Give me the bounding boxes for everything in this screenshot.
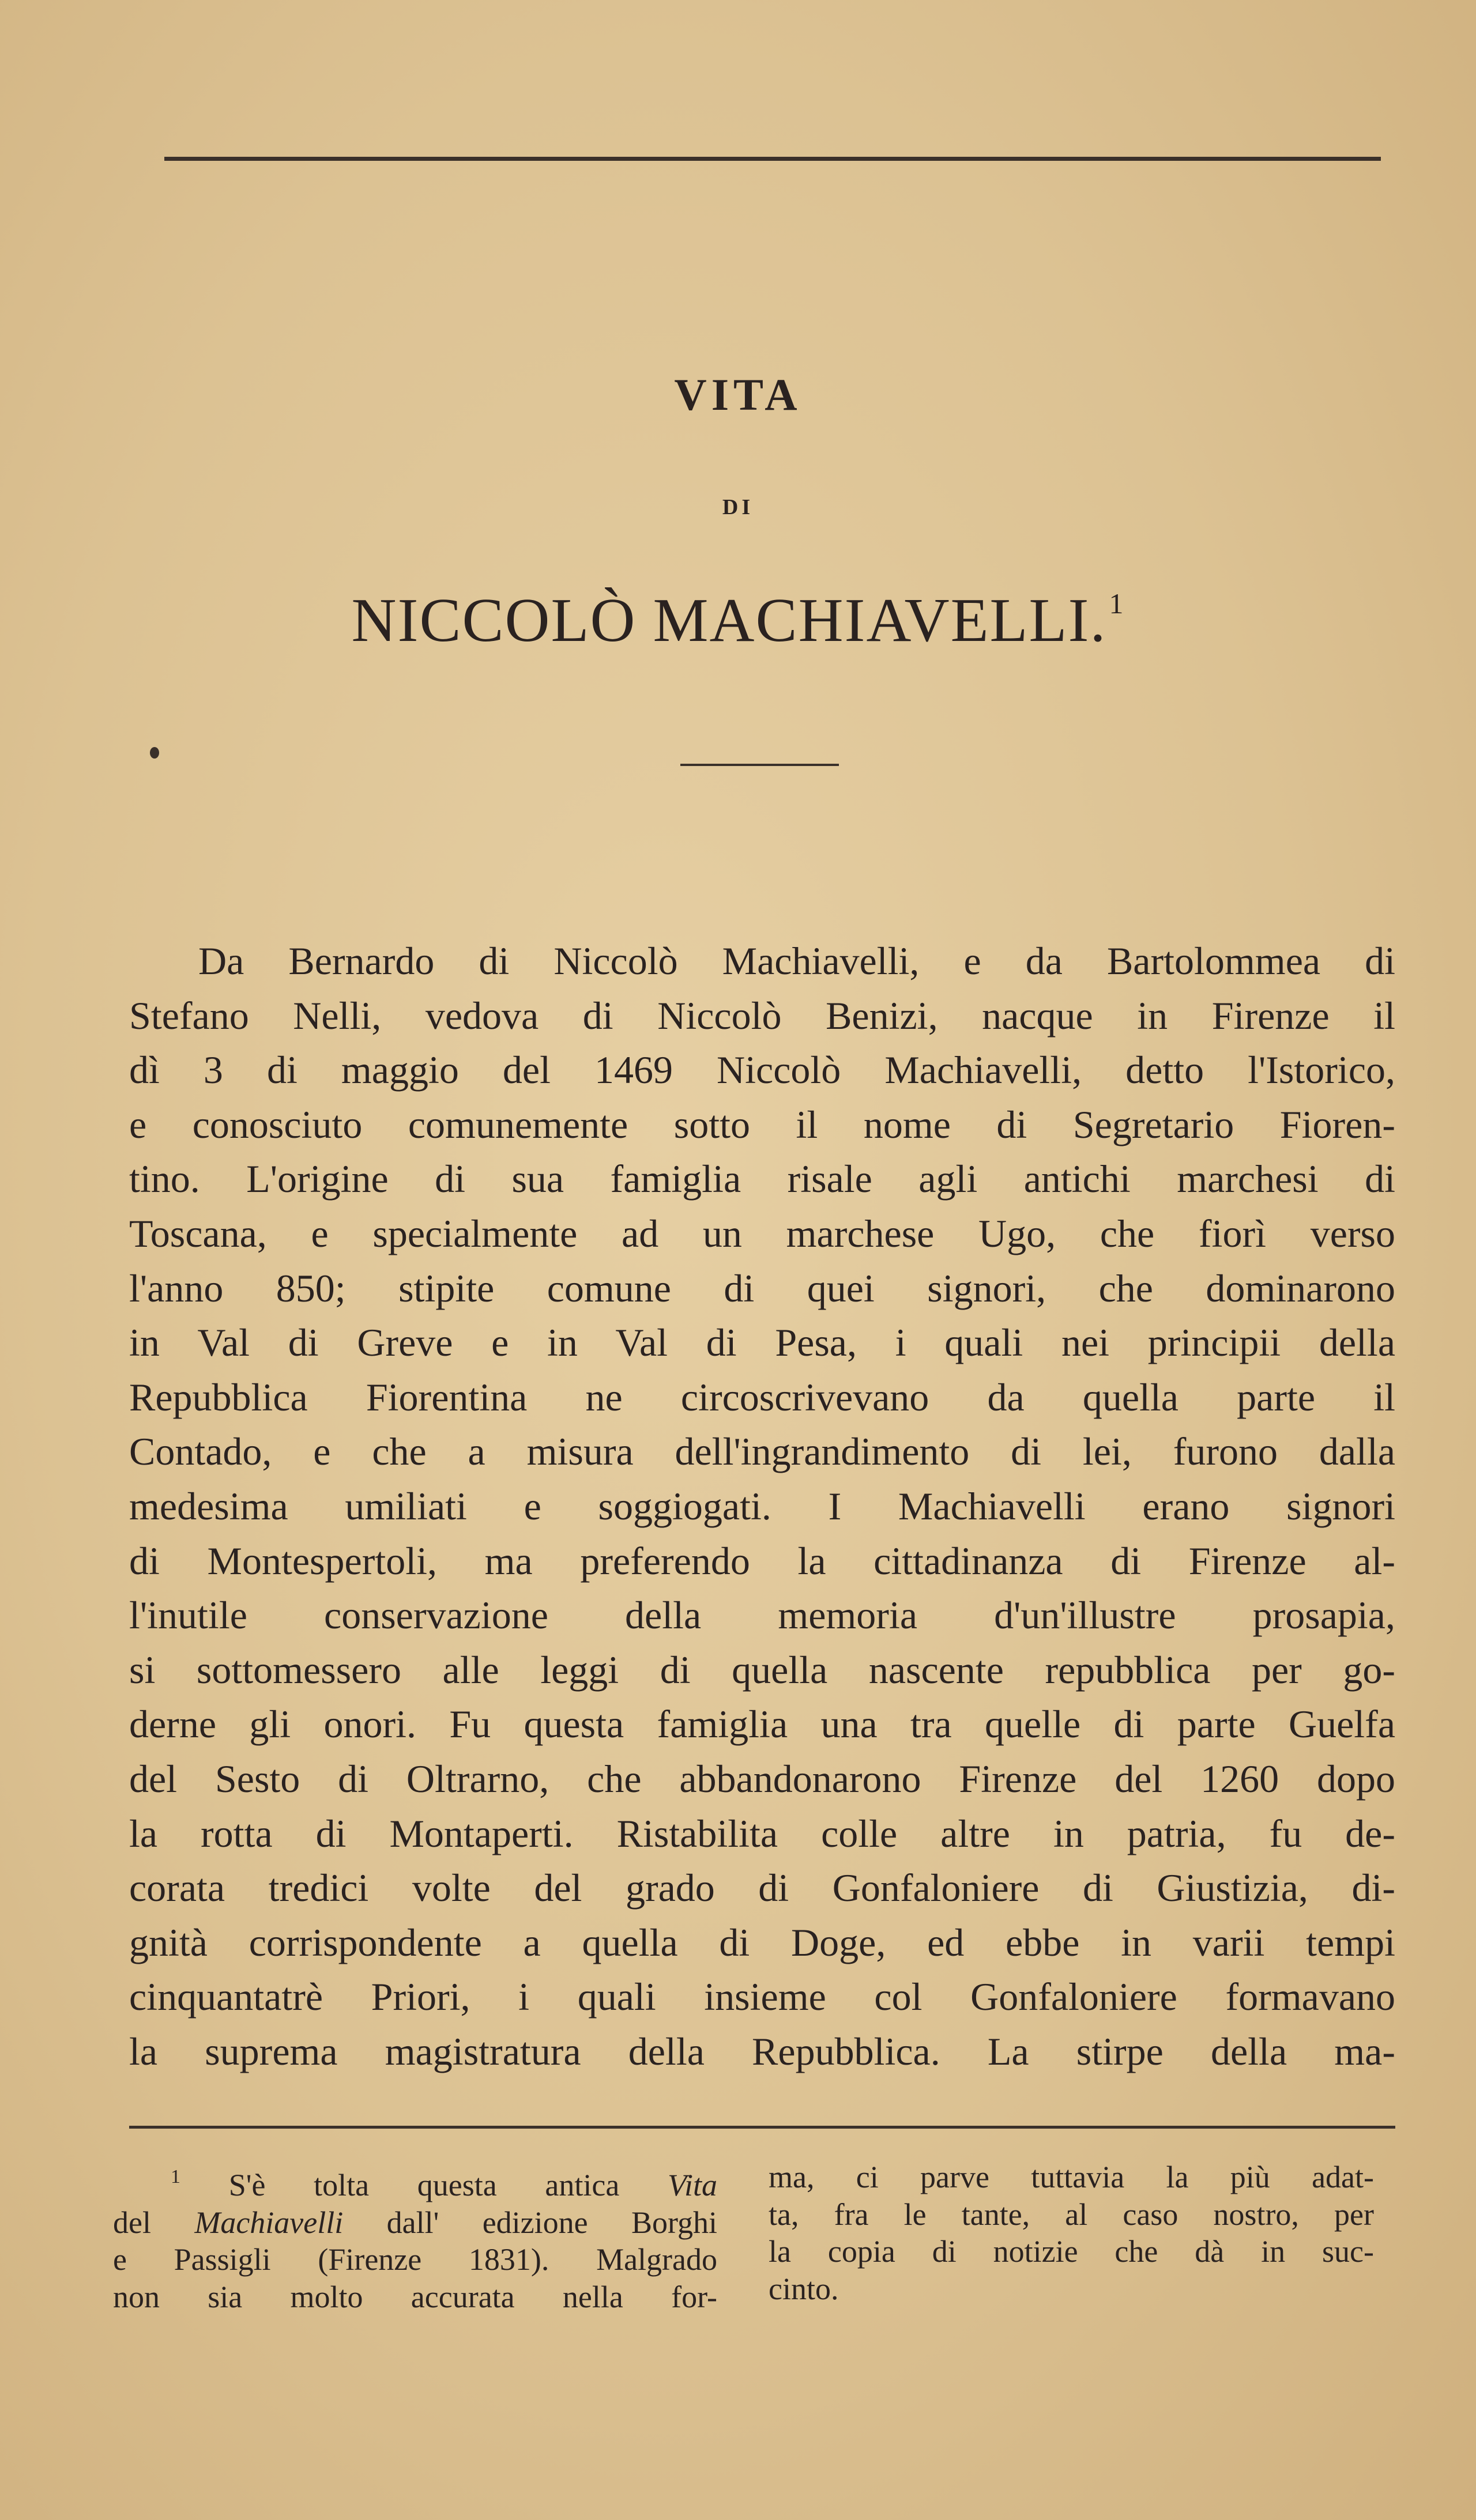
body-line: Contado, e che a misura dell'ingrandimento di lei, furono dalla	[129, 1429, 1395, 1474]
body-line: Repubblica Fiorentina ne circoscrivevano da quella parte il	[129, 1375, 1395, 1419]
body-line: si sottomessero alle leggi di quella nascente repubblica per go-	[129, 1647, 1395, 1692]
body-line: la suprema magistratura della Repubblica. La stirpe della ma-	[129, 2029, 1395, 2073]
body-line: corata tredici volte del grado di Gonfaloniere di Giustizia, di-	[129, 1866, 1395, 1910]
title-di: DI	[722, 495, 754, 519]
body-line: Da Bernardo di Niccolò Machiavelli, e da Bartolommea di	[198, 939, 1395, 983]
body-line: del Sesto di Oltrarno, che abbandonarono Firenze del 1260 dopo	[129, 1756, 1395, 1801]
footnote-line: ma, ci parve tuttavia la più adat-	[769, 2160, 1374, 2194]
footnote-line	[113, 2159, 717, 2204]
footnote-marker: 1	[171, 2166, 180, 2187]
body-line: medesima umiliati e soggiogati. I Machiavelli erano signori	[129, 1484, 1395, 1528]
body-line: e conosciuto comunemente sotto il nome di Segretario Fioren-	[129, 1102, 1395, 1146]
body-paragraph	[129, 934, 1395, 2078]
body-line: cinquantatrè Priori, i quali insieme col Gonfaloniere formavano	[129, 1975, 1395, 2019]
footnote-line-text: S'è tolta questa antica Vita	[228, 2168, 717, 2202]
body-line: gnità corrispondente a quella di Doge, ed ebbe in varii tempi	[129, 1920, 1395, 1964]
footnote-line: cinto.	[769, 2271, 839, 2306]
footnote-line: ta, fra le tante, al caso nostro, per	[769, 2197, 1374, 2232]
ink-spot	[150, 747, 159, 759]
body-line: l'inutile conservazione della memoria d'un'illustre prosapia,	[129, 1593, 1395, 1638]
header-rule	[164, 157, 1381, 161]
body-line: l'anno 850; stipite comune di quei signori, che dominarono	[129, 1266, 1395, 1310]
footnote-column-right	[769, 2159, 1374, 2307]
body-line: tino. L'origine di sua famiglia risale agli antichi marchesi di	[129, 1157, 1395, 1201]
footnote-line: non sia molto accurata nella for-	[113, 2279, 717, 2314]
body-line: derne gli onori. Fu questa famiglia una tra quelle di parte Guelfa	[129, 1702, 1395, 1746]
footnote-column-left	[113, 2159, 717, 2315]
body-line: in Val di Greve e in Val di Pesa, i quali nei principii della	[129, 1321, 1395, 1365]
title-name-text: NICCOLÒ MACHIAVELLI.	[351, 586, 1107, 655]
body-line: la rotta di Montaperti. Ristabilita colle altre in patria, fu de-	[129, 1811, 1395, 1855]
footnote-line: del Machiavelli dall' edizione Borghi	[113, 2205, 717, 2240]
title-name	[0, 585, 1476, 657]
body-line: Toscana, e specialmente ad un marchese Ugo, che fiorì verso	[129, 1211, 1395, 1255]
footnote-rule	[129, 2126, 1395, 2129]
footnote-ref: 1	[1109, 587, 1125, 620]
footnote-line: la copia di notizie che dà in suc-	[769, 2234, 1374, 2269]
footnote-line: e Passigli (Firenze 1831). Malgrado	[113, 2242, 717, 2277]
title-separator	[680, 764, 839, 766]
body-line: dì 3 di maggio del 1469 Niccolò Machiavelli, detto l'Istorico,	[129, 1048, 1395, 1092]
body-line: di Montespertoli, ma preferendo la cittadinanza di Firenze al-	[129, 1538, 1395, 1583]
body-line: Stefano Nelli, vedova di Niccolò Benizi, nacque in Firenze il	[129, 993, 1395, 1038]
title-vita: VITA	[674, 369, 802, 420]
